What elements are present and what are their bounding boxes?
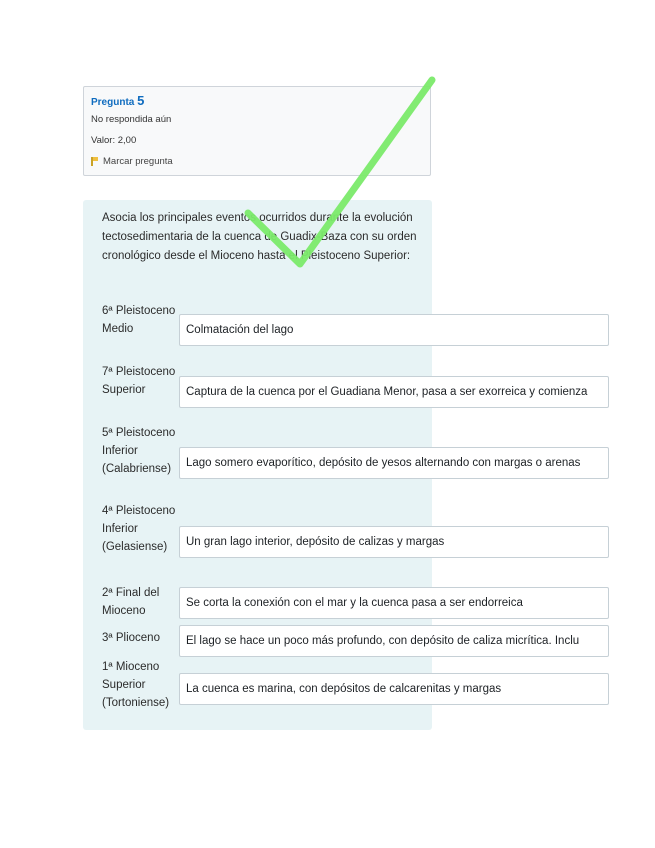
question-content: [83, 200, 588, 730]
answer-select-7[interactable]: La cuenca es marina, con depósitos de calcarenitas y margas: [179, 673, 609, 705]
question-label: Pregunta: [91, 97, 135, 108]
question-title: [91, 93, 423, 109]
flag-question-button[interactable]: [91, 151, 423, 172]
flag-question-label: Marcar pregunta: [103, 156, 173, 167]
answer-select-5[interactable]: Se corta la conexión con el mar y la cuenca pasa a ser endorreica: [179, 587, 609, 619]
row-label-1: 6ª Pleistoceno Medio: [102, 305, 176, 335]
row-label-2: 7ª Pleistoceno Superior: [102, 366, 176, 396]
answer-select-3[interactable]: Lago somero evaporítico, depósito de yesos alternando con margas o arenas: [179, 447, 609, 479]
answer-select-4[interactable]: Un gran lago interior, depósito de calizas y margas: [179, 526, 609, 558]
row-label-5: 2ª Final del Mioceno: [102, 587, 160, 617]
answer-select-2[interactable]: Captura de la cuenca por el Guadiana Menor, pasa a ser exorreica y comienza: [179, 376, 609, 408]
question-number: 5: [137, 93, 145, 108]
row-label-4: 4ª Pleistoceno Inferior (Gelasiense): [102, 505, 176, 553]
question-info-box: [83, 86, 431, 176]
row-label-3: 5ª Pleistoceno Inferior (Calabriense): [102, 427, 176, 475]
row-label-6: 3ª Plioceno: [102, 632, 160, 644]
answer-select-1[interactable]: Colmatación del lago: [179, 314, 609, 346]
question-value: Valor: 2,00: [91, 135, 137, 146]
row-label-7: 1ª Mioceno Superior (Tortoniense): [102, 661, 170, 709]
question-prompt: Asocia los principales eventos ocurridos durante la evolución tectosedimentaria de la cuenca de Guadix-Baza con su orden cronológico desde el Mioceno hasta el Pleistoceno Superior:: [102, 212, 417, 262]
answer-select-6[interactable]: El lago se hace un poco más profundo, con depósito de caliza micrítica. Inclu: [179, 625, 609, 657]
question-status: No respondida aún: [91, 114, 172, 125]
flag-icon: [91, 157, 98, 166]
